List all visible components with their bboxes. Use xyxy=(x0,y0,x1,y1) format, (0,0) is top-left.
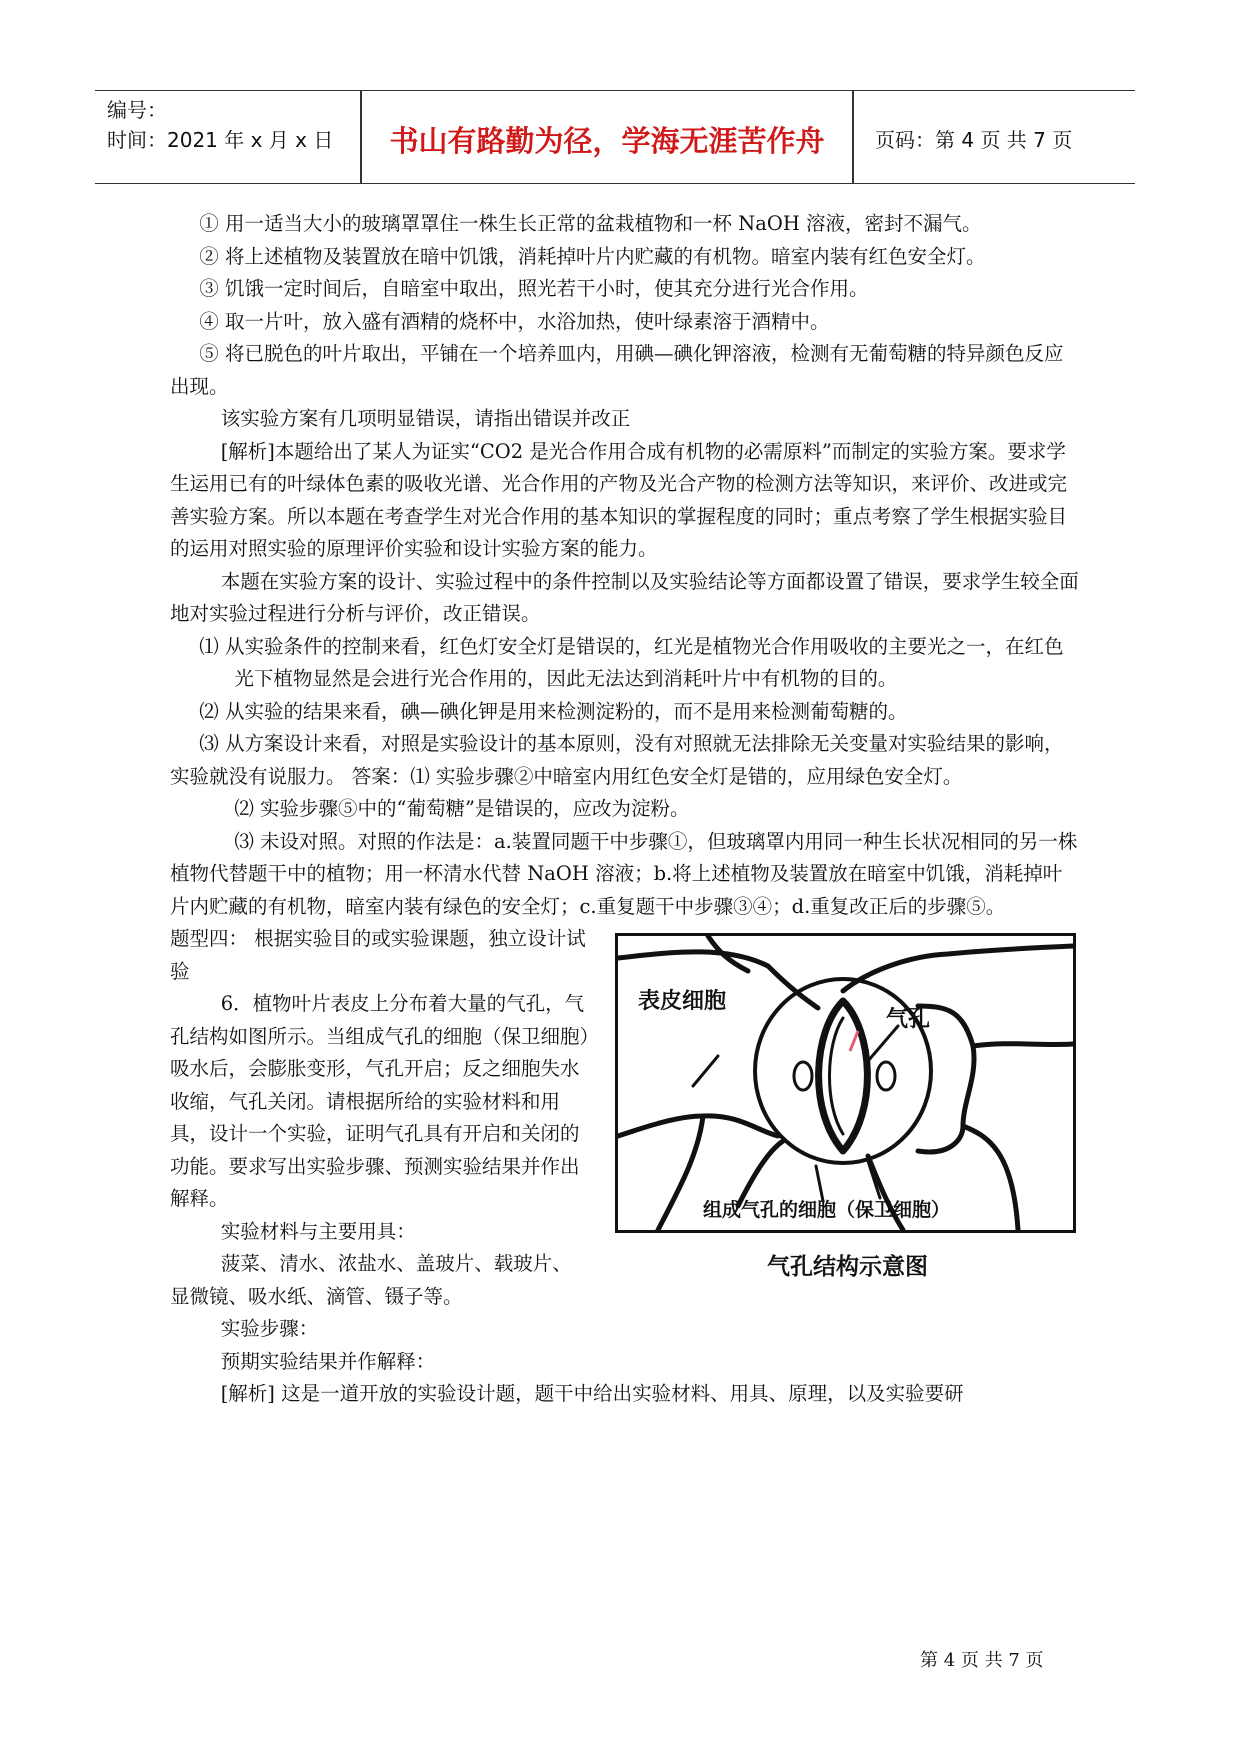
page-header xyxy=(95,90,1135,184)
cell-wall-line xyxy=(918,1126,963,1152)
guard-cell-inner xyxy=(829,1018,843,1134)
paragraph: 光下植物显然是会进行光合作用的，因此无法达到消耗叶片中有机物的目的。 xyxy=(234,667,898,690)
label-stoma: 气孔 xyxy=(886,1007,931,1032)
paragraph: ① 用一适当大小的玻璃罩罩住一株生长正常的盆栽植物和一杯 NaOH 溶液，密封不漏气。 xyxy=(199,212,982,235)
paragraph: 预期实验结果并作解释： xyxy=(220,1349,436,1373)
stoma-pore xyxy=(819,1001,868,1151)
paragraph: ⑵ 从实验的结果来看，碘—碘化钾是用来检测淀粉的，而不是用来检测葡萄糖的。 xyxy=(199,699,908,723)
paragraph: ④ 取一片叶，放入盛有酒精的烧杯中，水浴加热，使叶绿素溶于酒精中。 xyxy=(199,309,830,333)
guard-cell-nucleus xyxy=(794,1062,812,1090)
paragraph: 该实验方案有几项明显错误，请指出错误并改正 xyxy=(220,407,631,430)
header-time: 时间：2021 年 x 月 x 日 xyxy=(107,128,334,152)
paragraph: 实验材料与主要用具： xyxy=(220,1219,416,1243)
question-section xyxy=(170,923,1080,1313)
stoma-diagram xyxy=(615,933,1076,1233)
paragraph: 菠菜、清水、浓盐水、盖玻片、载玻片、显微镜、吸水纸、滴管、镊子等。 xyxy=(170,1252,572,1308)
question-text xyxy=(170,923,590,1313)
stoma-figure xyxy=(615,933,1080,1293)
label-guard-cell: 组成气孔的细胞（保卫细胞） xyxy=(703,1199,951,1221)
paragraph: 6．植物叶片表皮上分布着大量的气孔，气孔结构如图所示。当组成气孔的细胞（保卫细胞）吸水后，会膨胀变形，气孔开启；反之细胞失水收缩，气孔关闭。请根据所给的实验材料和用具，设计一个实验，证明气孔具有开启和关闭的功能。要求写出实验步骤、预测实验结果并作出解释。 xyxy=(170,992,590,1210)
cell-wall-line xyxy=(973,1044,1073,1046)
paragraph: ⑤ 将已脱色的叶片取出，平铺在一个培养皿内，用碘—碘化钾溶液，检测有无葡萄糖的特异颜色反应出现。 xyxy=(170,342,1064,398)
paragraph: ③ 饥饿一定时间后，自暗室中取出，照光若干小时，使其充分进行光合作用。 xyxy=(199,277,869,300)
figure-caption: 气孔结构示意图 xyxy=(767,1254,928,1280)
header-motto: 书山有路勤为径，学海无涯苦作舟 xyxy=(389,124,825,158)
header-divider xyxy=(852,91,854,183)
page-footer: 第 4 页 共 7 页 xyxy=(920,1650,1044,1671)
cell-wall-line xyxy=(658,1116,703,1230)
paragraph: [解析] 这是一道开放的实验设计题，题干中给出实验材料、用具、原理，以及实验要研 xyxy=(220,1382,964,1405)
paragraph: ② 将上述植物及装置放在暗中饥饿，消耗掉叶片内贮藏的有机物。暗室内装有红色安全灯。 xyxy=(199,244,986,268)
paragraph: ⑵ 实验步骤⑤中的“葡萄糖”是错误的，应改为淀粉。 xyxy=(234,797,690,820)
paragraph: [解析]本题给出了某人为证实“CO2 是光合作用合成有机物的必需原料”而制定的实验方案。要求学生运用已有的叶绿体色素的吸收光谱、光合作用的产物及光合产物的检测方法等知识，来评价、改进或完善实验方案。所以本题在考查学生对光合作用的基本知识的掌握程度的同时；重点考察了学生根据实验目的运用对照实验的原理评价实验和设计实验方案的能力。 xyxy=(170,439,1068,560)
label-epidermal-cell: 表皮细胞 xyxy=(638,989,727,1014)
highlight-mark xyxy=(850,1031,858,1051)
paragraph: 本题在实验方案的设计、实验过程中的条件控制以及实验结论等方面都设置了错误，要求学生较全面地对实验过程进行分析与评价，改正错误。 xyxy=(170,569,1079,625)
section-heading: 题型四： 根据实验目的或实验课题，独立设计试验 xyxy=(170,927,586,983)
paragraph: ⑴ 从实验条件的控制来看，红色灯安全灯是错误的，红光是植物光合作用吸收的主要光之一，在红色 xyxy=(199,634,1064,658)
paragraph: ⑶ 从方案设计来看，对照是实验设计的基本原则，没有对照就无法排除无关变量对实验结果的影响，实验就没有说服力。 答案：⑴ 实验步骤②中暗室内用红色安全灯是错的，应用绿色安全灯。 xyxy=(170,732,1064,788)
cell-wall-line xyxy=(963,1126,1018,1230)
header-page-info: 页码：第 4 页 共 7 页 xyxy=(875,128,1073,152)
label-pointer xyxy=(693,1056,718,1086)
document-body xyxy=(170,208,1080,1411)
guard-cell-nucleus xyxy=(877,1062,895,1090)
stoma-drawing xyxy=(618,936,1073,1230)
paragraph: 实验步骤： xyxy=(220,1317,319,1340)
header-serial: 编号： xyxy=(107,98,167,122)
paragraph: ⑶ 未设对照。对照的作法是：a.装置同题干中步骤①，但玻璃罩内用同一种生长状况相同的另一株植物代替题干中的植物；用一杯清水代替 NaOH 溶液；b.将上述植物及装置放在暗室中饥饿，消耗掉叶片内贮藏的有机物，暗室内装有绿色的安全灯；c.重复题干中步骤③④；d.重复改正后的步骤⑤。 xyxy=(170,829,1078,918)
header-meta xyxy=(107,95,333,155)
